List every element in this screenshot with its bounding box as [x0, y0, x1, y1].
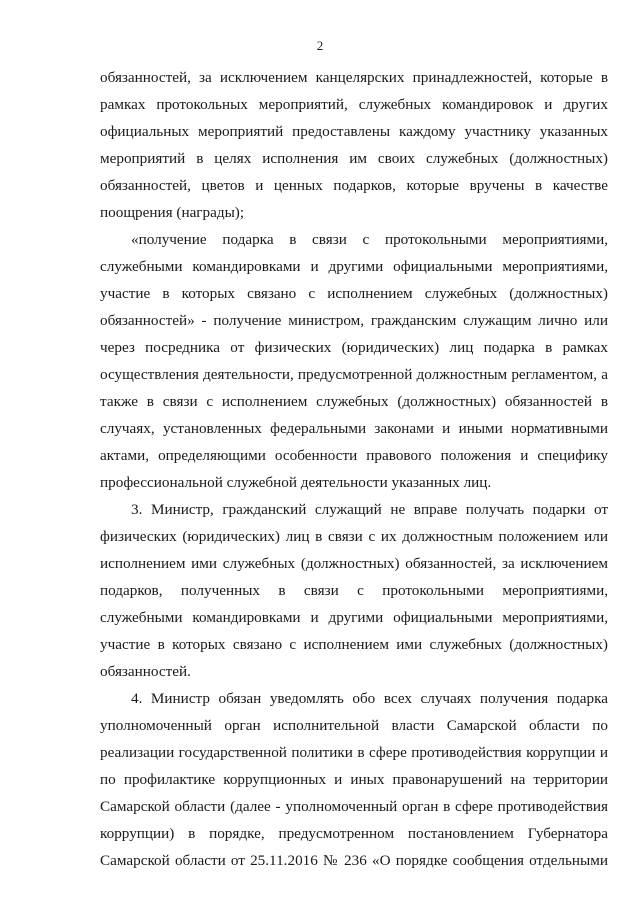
text-line: 4. Министр обязан уведомлять обо всех случаях получения подарка: [131, 690, 608, 707]
text-line: участие в которых связано с исполнением ими служебных (должностных): [100, 636, 608, 653]
text-line: случаях, установленных федеральными законами и иными нормативными: [100, 420, 608, 437]
text-line: коррупции) в порядке, предусмотренном постановлением Губернатора: [100, 825, 608, 842]
text-line: официальных мероприятий предоставлены каждому участнику указанных: [100, 123, 608, 140]
text-line: Самарской области от 25.11.2016 № 236 «О порядке сообщения отдельными: [100, 852, 608, 869]
text-line: реализации государственной политики в сфере противодействия коррупции и: [100, 744, 608, 761]
text-line: подарков, полученных в связи с протокольными мероприятиями,: [100, 582, 608, 599]
text-line: осуществления деятельности, предусмотренной должностным регламентом, а: [100, 366, 608, 383]
text-line: уполномоченный орган исполнительной власти Самарской области по: [100, 717, 608, 734]
text-line: служебными командировками и другими официальными мероприятиями,: [100, 609, 608, 626]
text-line: обязанностей.: [100, 663, 191, 680]
text-line: участие в которых связано с исполнением служебных (должностных): [100, 285, 608, 302]
text-line: «получение подарка в связи с протокольными мероприятиями,: [131, 231, 608, 248]
text-line: актами, определяющими особенности правового положения и специфику: [100, 447, 608, 464]
text-line: служебными командировками и другими официальными мероприятиями,: [100, 258, 608, 275]
text-line: обязанностей, за исключением канцелярских принадлежностей, которые в: [100, 69, 608, 86]
page-number: 2: [316, 38, 324, 53]
text-line: рамках протокольных мероприятий, служебных командировок и других: [100, 96, 608, 113]
text-line: профессиональной служебной деятельности указанных лиц.: [100, 474, 492, 491]
text-line: мероприятий в целях исполнения им своих служебных (должностных): [100, 150, 608, 167]
text-line: Самарской области (далее - уполномоченный орган в сфере противодействия: [100, 798, 608, 815]
text-line: также в связи с исполнением служебных (должностных) обязанностей в: [100, 393, 608, 410]
text-line: исполнением ими служебных (должностных) обязанностей, за исключением: [100, 555, 608, 572]
text-line: обязанностей, цветов и ценных подарков, которые вручены в качестве: [100, 177, 608, 194]
text-line: физических (юридических) лиц в связи с их должностным положением или: [100, 528, 608, 545]
text-line: обязанностей» - получение министром, гражданским служащим лично или: [100, 312, 608, 329]
text-line: через посредника от физических (юридических) лиц подарка в рамках: [100, 339, 608, 356]
text-line: поощрения (награды);: [100, 204, 245, 221]
text-line: по профилактике коррупционных и иных правонарушений на территории: [100, 771, 608, 788]
text-line: 3. Министр, гражданский служащий не вправе получать подарки от: [131, 501, 608, 518]
